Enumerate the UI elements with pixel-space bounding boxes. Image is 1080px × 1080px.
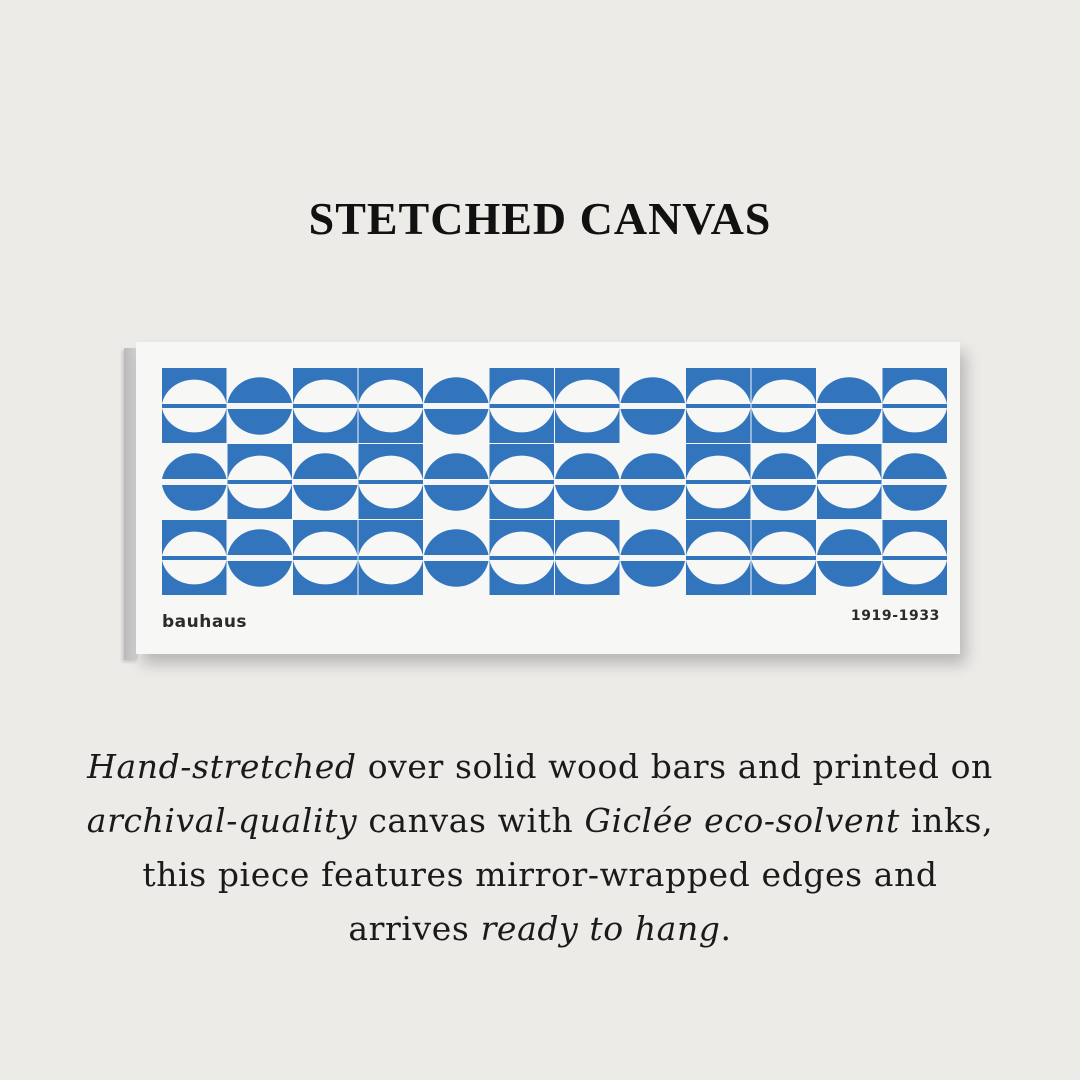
pattern-tile — [359, 520, 424, 595]
pattern-tile — [555, 368, 620, 443]
pattern-tile — [424, 377, 489, 434]
pattern-tile — [555, 520, 620, 595]
pattern-tile — [752, 453, 817, 510]
years-label: 1919-1933 — [850, 608, 940, 624]
pattern-tile — [293, 520, 358, 595]
pattern-tile — [293, 453, 358, 510]
pattern-tile — [424, 453, 489, 510]
pattern-tile — [883, 453, 948, 510]
pattern-tile — [883, 520, 948, 595]
pattern-tile — [752, 368, 817, 443]
page-title: STETCHED CANVAS — [308, 193, 772, 244]
desc-emphasis-1: Hand-stretched — [87, 747, 357, 786]
pattern-tile — [293, 368, 358, 443]
pattern-tile — [359, 444, 424, 519]
pattern-tile — [555, 453, 620, 510]
pattern-tile — [817, 444, 882, 519]
pattern-tile — [817, 377, 882, 434]
pattern-tile — [490, 444, 555, 519]
pattern-tile — [424, 529, 489, 586]
pattern-tile — [686, 368, 751, 443]
pattern-tile — [752, 520, 817, 595]
desc-emphasis-2: archival-quality — [86, 801, 358, 840]
description — [80, 740, 1000, 956]
bauhaus-logo: bauhaus — [162, 612, 248, 632]
pattern-tile — [621, 529, 686, 586]
pattern-tile — [359, 368, 424, 443]
pattern-tile — [686, 444, 751, 519]
pattern-tile — [228, 529, 293, 586]
pattern-tile — [621, 453, 686, 510]
canvas-artwork — [136, 342, 960, 654]
pattern-tile — [883, 368, 948, 443]
pattern-tile — [162, 520, 227, 595]
canvas-print — [124, 342, 960, 664]
pattern-tile — [490, 520, 555, 595]
pattern-tile — [817, 529, 882, 586]
desc-emphasis-3: Giclée eco-solvent — [584, 801, 900, 840]
pattern-tile — [490, 368, 555, 443]
pattern-tile — [162, 453, 227, 510]
desc-text-1: over solid wood bars and printed on — [356, 747, 993, 786]
pattern-tile — [162, 368, 227, 443]
pattern-tile — [686, 520, 751, 595]
pattern-tile — [621, 377, 686, 434]
bauhaus-pattern — [136, 342, 960, 654]
desc-emphasis-4: ready to hang — [480, 909, 721, 948]
desc-text-3: inks, this piece features mirror-wrapped edges and arrives — [142, 801, 994, 948]
pattern-tile — [228, 444, 293, 519]
desc-text-4: . — [720, 909, 732, 948]
pattern-tile — [228, 377, 293, 434]
desc-text-2: canvas with — [357, 801, 585, 840]
